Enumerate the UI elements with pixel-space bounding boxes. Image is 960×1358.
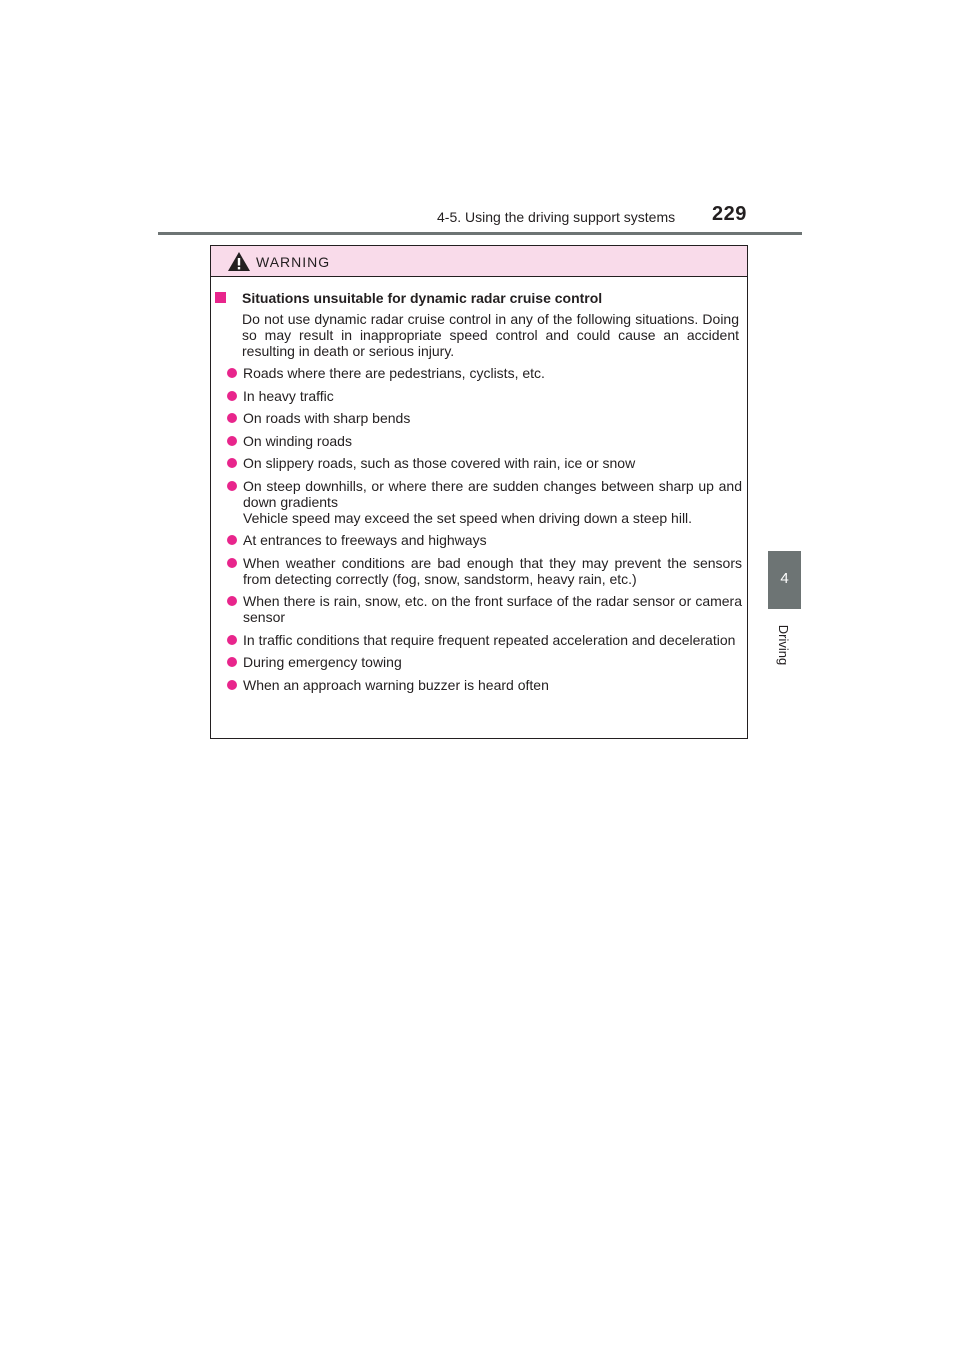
topic-heading: Situations unsuitable for dynamic radar cruise control xyxy=(242,290,603,306)
list-item-text: On roads with sharp bends xyxy=(243,410,411,426)
chapter-label xyxy=(771,618,795,672)
warning-body xyxy=(211,290,747,699)
circle-bullet-icon xyxy=(227,657,237,667)
circle-bullet-icon xyxy=(227,558,237,568)
list-item-text: In heavy traffic xyxy=(243,387,334,404)
list-item xyxy=(211,388,747,404)
list-item-text: On winding roads xyxy=(243,432,352,449)
chapter-label-text: Driving xyxy=(776,624,791,666)
warning-title: WARNING xyxy=(256,254,331,270)
list-item xyxy=(211,433,747,449)
list-item xyxy=(211,677,747,693)
topic-description: Do not use dynamic radar cruise control in any of the following situations. Doing so may result in inappropriate speed control and could cause an accident resulting in death or serious injury. xyxy=(242,311,739,359)
warning-triangle-icon xyxy=(227,251,251,272)
list-item-text: When an approach warning buzzer is heard often xyxy=(243,676,549,693)
circle-bullet-icon xyxy=(227,413,237,423)
list-item-text: On slippery roads, such as those covered with rain, ice or snow xyxy=(243,455,636,471)
list-item-note: Vehicle speed may exceed the set speed when driving down a steep hill. xyxy=(243,509,693,526)
square-bullet-icon xyxy=(215,292,226,303)
list-item xyxy=(211,593,747,625)
circle-bullet-icon xyxy=(227,535,237,545)
list-item-text: On steep downhills, or where there are sudden changes between sharp up and down gradients xyxy=(243,477,742,510)
list-item xyxy=(211,632,747,648)
warning-topic xyxy=(211,290,747,359)
page-number: 229 xyxy=(712,203,747,225)
list-item xyxy=(211,365,747,381)
circle-bullet-icon xyxy=(227,391,237,401)
list-item xyxy=(211,410,747,426)
list-item xyxy=(211,654,747,670)
list-item xyxy=(211,532,747,548)
list-item-text: At entrances to freeways and highways xyxy=(243,532,487,548)
chapter-tab xyxy=(768,551,801,609)
situation-list xyxy=(211,365,747,693)
section-title: 4-5. Using the driving support systems xyxy=(437,209,676,225)
list-item xyxy=(211,478,747,526)
list-item xyxy=(211,455,747,471)
circle-bullet-icon xyxy=(227,596,237,606)
list-item-text: Roads where there are pedestrians, cyclists, etc. xyxy=(243,365,545,381)
list-item-text: When weather conditions are bad enough that they may prevent the sensors from detecting correctly (fog, snow, sandstorm, heavy rain, etc.) xyxy=(243,554,742,587)
list-item xyxy=(211,555,747,587)
circle-bullet-icon xyxy=(227,680,237,690)
list-item-text: In traffic conditions that require frequent repeated acceleration and deceleration xyxy=(243,631,736,648)
page-header xyxy=(0,0,960,240)
circle-bullet-icon xyxy=(227,436,237,446)
list-item-text: When there is rain, snow, etc. on the front surface of the radar sensor or camera sensor xyxy=(243,593,742,625)
warning-box xyxy=(210,245,748,739)
warning-header xyxy=(211,246,747,277)
chapter-number: 4 xyxy=(780,570,789,587)
circle-bullet-icon xyxy=(227,368,237,378)
list-item-text: During emergency towing xyxy=(243,654,402,670)
circle-bullet-icon xyxy=(227,635,237,645)
circle-bullet-icon xyxy=(227,481,237,491)
circle-bullet-icon xyxy=(227,458,237,468)
header-divider xyxy=(158,232,802,235)
